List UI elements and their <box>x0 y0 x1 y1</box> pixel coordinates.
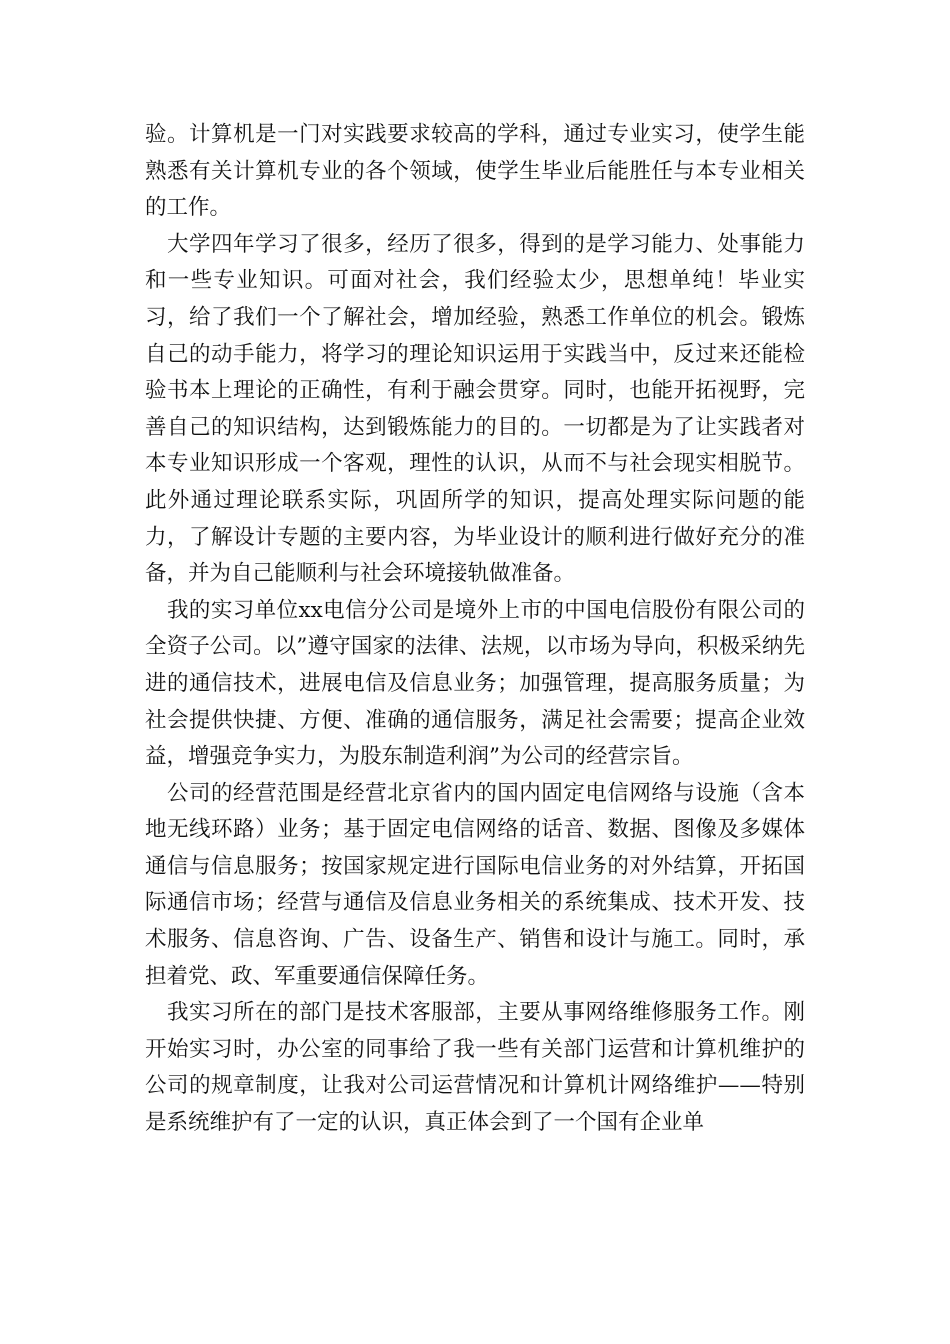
paragraph: 公司的经营范围是经营北京省内的国内固定电信网络与设施（含本地无线环路）业务；基于固定电信网络的话音、数据、图像及多媒体通信与信息服务；按国家规定进行国际电信业务的对外结算，开拓国际通信市场；经营与通信及信息业务相关的系统集成、技术开发、技术服务、信息咨询、广告、设备生产、销售和设计与施工。同时，承担着党、政、军重要通信保障任务。 <box>145 780 805 989</box>
body-text <box>145 117 805 1142</box>
paragraph: 我的实习单位xx电信分公司是境外上市的中国电信股份有限公司的全资子公司。以”遵守国家的法律、法规，以市场为导向，积极采纳先进的通信技术，进展电信及信息业务；加强管理，提高服务质量；为社会提供快捷、方便、准确的通信服务，满足社会需要；提高企业效益，增强竞争实力，为股东制造利润”为公司的经营宗旨。 <box>145 597 805 770</box>
paragraph: 大学四年学习了很多，经历了很多，得到的是学习能力、处事能力和一些专业知识。可面对社会，我们经验太少，思想单纯！毕业实习，给了我们一个了解社会，增加经验，熟悉工作单位的机会。锻炼自己的动手能力，将学习的理论知识运用于实践当中，反过来还能检验书本上理论的正确性，有利于融会贯穿。同时，也能开拓视野，完善自己的知识结构，达到锻炼能力的目的。一切都是为了让实践者对本专业知识形成一个客观，理性的认识，从而不与社会现实相脱节。此外通过理论联系实际，巩固所学的知识，提高处理实际问题的能力，了解设计专题的主要内容，为毕业设计的顺利进行做好充分的准备，并为自己能顺利与社会环境接轨做准备。 <box>145 231 805 587</box>
paragraph: 我实习所在的部门是技术客服部，主要从事网络维修服务工作。刚开始实习时，办公室的同事给了我一些有关部门运营和计算机维护的公司的规章制度，让我对公司运营情况和计算机计网络维护——特别是系统维护有了一定的认识，真正体会到了一个国有企业单 <box>145 1000 805 1136</box>
paragraph: 验。计算机是一门对实践要求较高的学科，通过专业实习，使学生能熟悉有关计算机专业的各个领域，使学生毕业后能胜任与本专业相关的工作。 <box>145 122 805 221</box>
